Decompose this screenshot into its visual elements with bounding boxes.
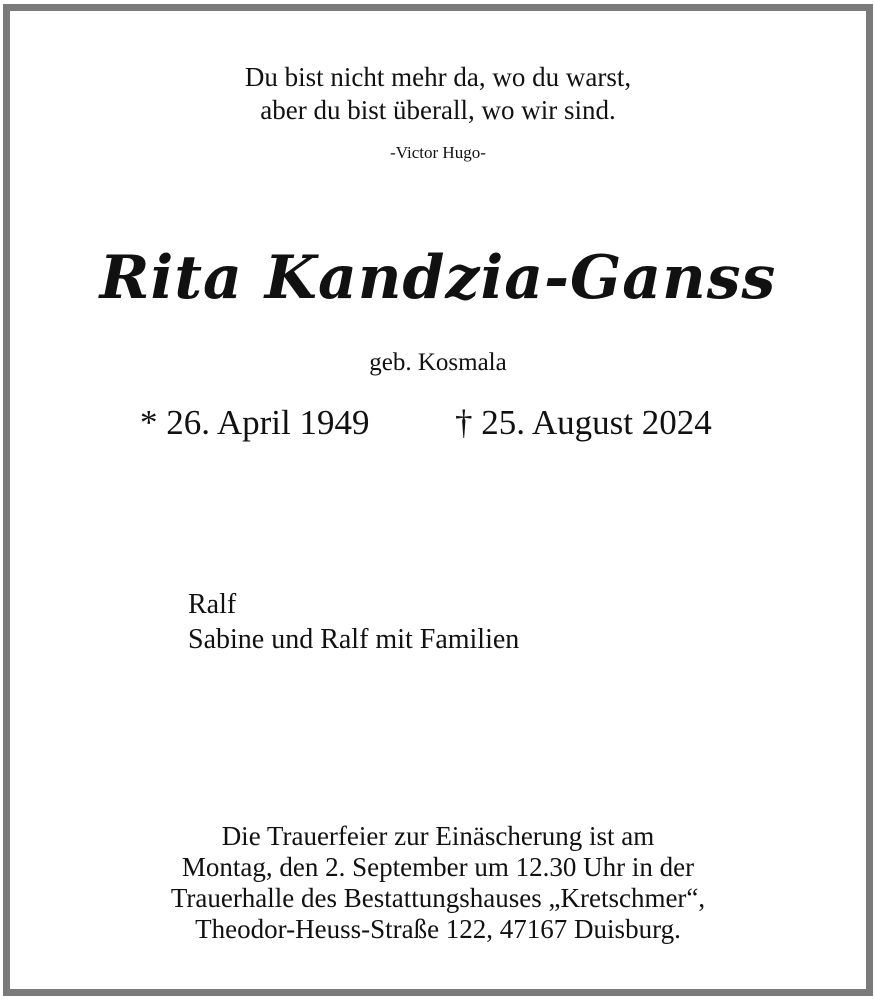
quote-author: -Victor Hugo- bbox=[390, 143, 486, 162]
life-dates bbox=[10, 403, 866, 447]
service-line: Montag, den 2. September um 12.30 Uhr in der bbox=[181, 852, 695, 882]
birth-name: geb. Kosmala bbox=[369, 349, 507, 376]
quote bbox=[10, 61, 866, 127]
mourners-list bbox=[188, 587, 519, 657]
service-line: Die Trauerfeier zur Einäscherung ist am bbox=[221, 821, 655, 851]
deceased-name: Rita Kandzia-Ganss bbox=[99, 243, 777, 313]
service-line: Theodor-Heuss-Straße 122, 47167 Duisburg. bbox=[195, 914, 681, 944]
service-line: Trauerhalle des Bestattungshauses „Kretschmer“, bbox=[170, 883, 706, 913]
mourner-line: Sabine und Ralf mit Familien bbox=[188, 624, 520, 655]
death-date: † 25. August 2024 bbox=[455, 403, 712, 442]
birth-date: * 26. April 1949 bbox=[140, 403, 370, 442]
funeral-service-info bbox=[10, 821, 866, 945]
obituary-frame bbox=[3, 4, 873, 996]
mourner-line: Ralf bbox=[188, 589, 237, 620]
quote-line-1: Du bist nicht mehr da, wo du warst, bbox=[244, 62, 632, 92]
quote-line-2: aber du bist überall, wo wir sind. bbox=[260, 95, 616, 125]
